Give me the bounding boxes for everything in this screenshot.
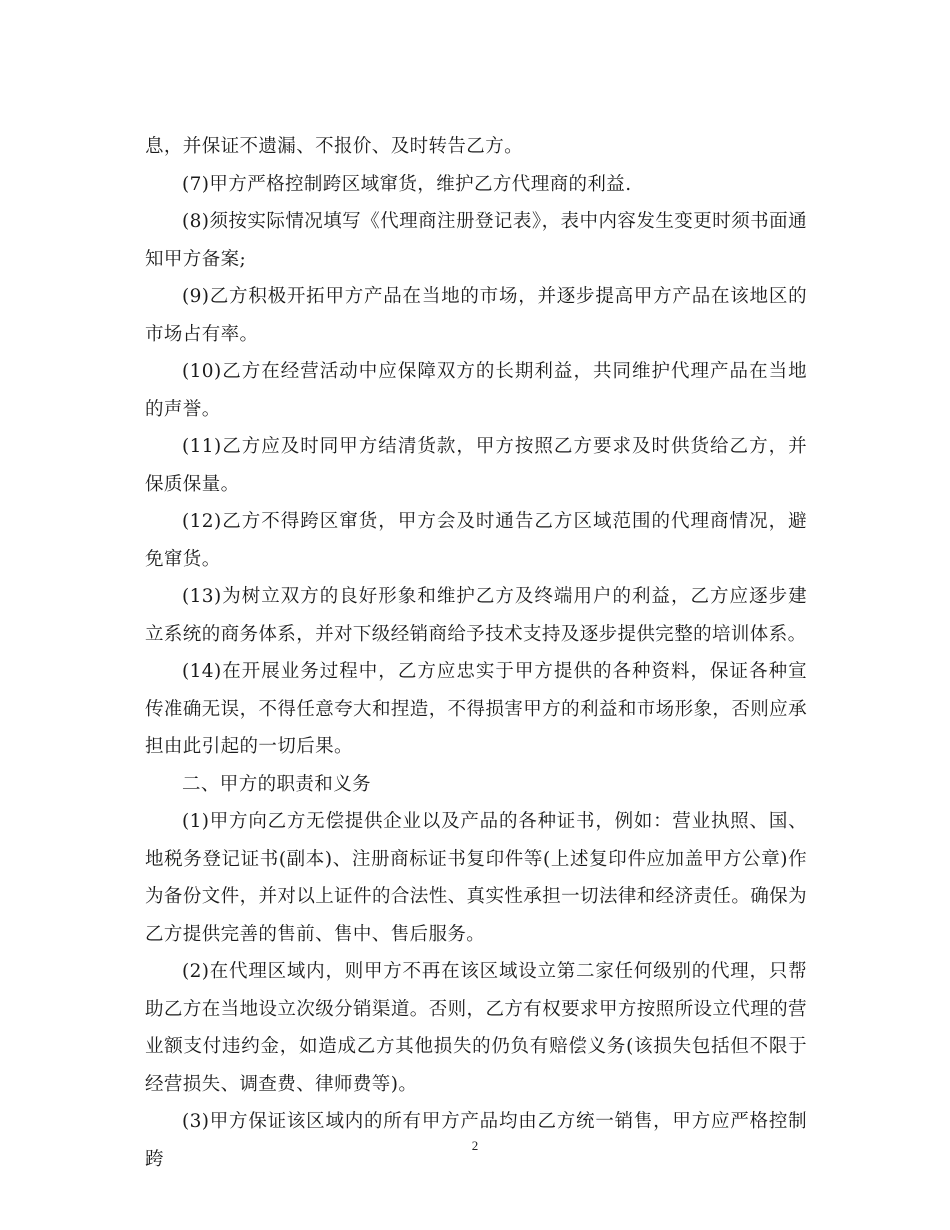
paragraph: (2)在代理区域内，则甲方不再在该区域设立第二家任何级别的代理，只帮助乙方在当地设立次级分销渠道。否则，乙方有权要求甲方按照所设立代理的营业额支付违约金，如造成乙方其他损失的仍负有赔偿义务(该损失包括但不限于经营损失、调查费、律师费等)。 [145, 961, 807, 1095]
paragraph: 息，并保证不遗漏、不报价、及时转告乙方。 [145, 136, 524, 157]
section-heading: 二、甲方的职责和义务 [182, 773, 372, 795]
paragraph: (3)甲方保证该区域内的所有甲方产品均由乙方统一销售，甲方应严格控制跨 [145, 1111, 807, 1170]
paragraph: (10)乙方在经营活动中应保障双方的长期利益，共同维护代理产品在当地的声誉。 [145, 361, 807, 420]
paragraph: (13)为树立双方的良好形象和维护乙方及终端用户的利益，乙方应逐步建立系统的商务体系，并对下级经销商给予技术支持及逐步提供完整的培训体系。 [145, 586, 807, 645]
document-body [145, 128, 807, 1178]
page-number: 2 [471, 1138, 479, 1153]
paragraph: (14)在开展业务过程中，乙方应忠实于甲方提供的各种资料，保证各种宣传准确无误，不得任意夸大和捏造，不得损害甲方的利益和市场形象，否则应承担由此引起的一切后果。 [145, 661, 807, 757]
paragraph: (12)乙方不得跨区窜货，甲方会及时通告乙方区域范围的代理商情况，避免窜货。 [145, 511, 807, 570]
paragraph: (7)甲方严格控制跨区域窜货，维护乙方代理商的利益. [182, 173, 632, 195]
paragraph: (11)乙方应及时同甲方结清货款，甲方按照乙方要求及时供货给乙方，并保质保量。 [145, 436, 807, 495]
paragraph: (9)乙方积极开拓甲方产品在当地的市场，并逐步提高甲方产品在该地区的市场占有率。 [145, 286, 807, 345]
paragraph: (1)甲方向乙方无偿提供企业以及产品的各种证书，例如：营业执照、国、地税务登记证书(副本)、注册商标证书复印件等(上述复印件应加盖甲方公章)作为备份文件，并对以上证件的合法性、真实性承担一切法律和经济责任。确保为乙方提供完善的售前、售中、售后服务。 [145, 811, 807, 945]
paragraph: (8)须按实际情况填写《代理商注册登记表》，表中内容发生变更时须书面通知甲方备案; [145, 211, 807, 270]
